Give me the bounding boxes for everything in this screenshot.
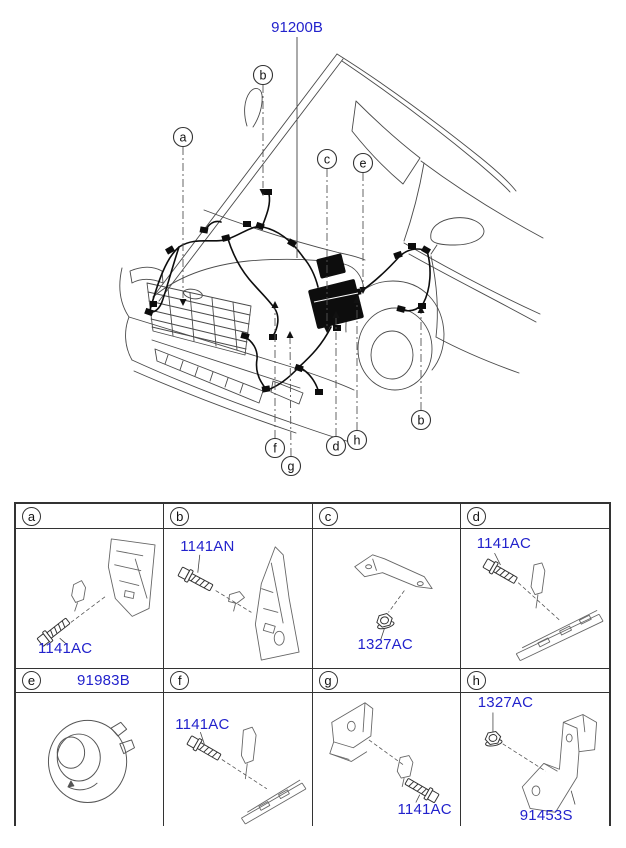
callout-f[interactable] [266, 439, 285, 458]
table-cell-f [164, 693, 312, 826]
table-cell-c [313, 529, 461, 669]
bolt-icon [482, 557, 519, 586]
table-header-b [164, 504, 312, 529]
svg-text:b: b [259, 68, 267, 83]
part-number-link[interactable]: 91453S [519, 807, 573, 824]
svg-text:e: e [359, 156, 367, 171]
callout-e[interactable] [354, 154, 373, 173]
callout-h[interactable] [348, 431, 367, 450]
table-header-a [16, 504, 164, 529]
bumper-intake [155, 349, 263, 403]
nut-icon [374, 612, 394, 630]
table-header-h [461, 669, 609, 693]
callout-g[interactable] [282, 457, 301, 476]
clip [229, 592, 245, 604]
grommet-icon [48, 720, 134, 802]
part-number-link[interactable]: 1327AC [357, 636, 413, 653]
callout-b2[interactable] [412, 411, 431, 430]
callout-badge-c: c [319, 507, 338, 526]
bracket [331, 703, 372, 748]
part-number-link[interactable]: 1141AC [397, 801, 452, 818]
svg-text:a: a [179, 130, 187, 145]
clip [72, 581, 86, 603]
side-mirror [431, 218, 484, 245]
callout-badge-a: a [22, 507, 41, 526]
table-cell-g [313, 693, 461, 826]
clip [531, 563, 545, 595]
callout-badge-g: g [319, 671, 338, 690]
bolt-icon [403, 776, 439, 804]
part-number-link[interactable]: 1141AN [180, 538, 235, 555]
mounting-bracket [522, 715, 596, 813]
callout-b[interactable] [254, 66, 273, 85]
callout-badge-h: h [467, 671, 486, 690]
fog-lamp [271, 381, 303, 404]
svg-text:f: f [273, 441, 277, 456]
nut-icon [483, 731, 502, 747]
table-header-c [313, 504, 461, 529]
part-illustration-e [16, 693, 164, 825]
antenna-fin [245, 88, 263, 127]
cowl-rail [516, 614, 599, 653]
table-cell-h [461, 693, 609, 826]
parts-reference-table [14, 502, 611, 826]
rail [242, 783, 303, 818]
callout-c[interactable] [318, 150, 337, 169]
headlight [130, 267, 163, 283]
part-illustration-h [461, 693, 608, 825]
fender-panel [256, 547, 300, 660]
body-panel [108, 539, 155, 616]
callout-badge-d: d [467, 507, 486, 526]
table-header-e [16, 669, 164, 693]
callout-d[interactable] [327, 437, 346, 456]
table-header-d [461, 504, 609, 529]
clip [242, 727, 257, 763]
leader-arrowheads [180, 189, 425, 338]
part-illustration-f [164, 693, 312, 825]
bracket [354, 555, 431, 589]
clip [397, 756, 413, 778]
table-cell-d [461, 529, 609, 669]
part-number-link[interactable]: 91983B [77, 672, 130, 689]
table-cell-a [16, 529, 164, 669]
table-header-g [313, 669, 461, 693]
svg-text:g: g [287, 459, 295, 474]
main-part-number-label[interactable]: 91200B [271, 19, 323, 36]
svg-text:c: c [323, 152, 331, 167]
svg-text:b: b [417, 413, 425, 428]
table-cell-b [164, 529, 312, 669]
svg-text:d: d [332, 439, 340, 454]
part-number-link[interactable]: 1141AC [476, 535, 532, 552]
callout-badge-b: b [170, 507, 189, 526]
callout-a[interactable] [174, 128, 193, 147]
callout-badge-e: e [22, 671, 41, 690]
bolt-icon [186, 734, 222, 762]
callout-badge-f: f [170, 671, 189, 690]
grille-outline [147, 283, 251, 355]
diagram-callouts [174, 66, 431, 476]
table-cell-e [16, 693, 164, 826]
kia-badge [183, 288, 203, 301]
table-header-f [164, 669, 312, 693]
part-number-link[interactable]: 1327AC [477, 694, 534, 711]
svg-text:h: h [353, 433, 361, 448]
part-number-link[interactable]: 1141AC [175, 716, 230, 733]
bolt-icon [177, 566, 214, 594]
part-number-link[interactable]: 1141AC [38, 640, 93, 657]
